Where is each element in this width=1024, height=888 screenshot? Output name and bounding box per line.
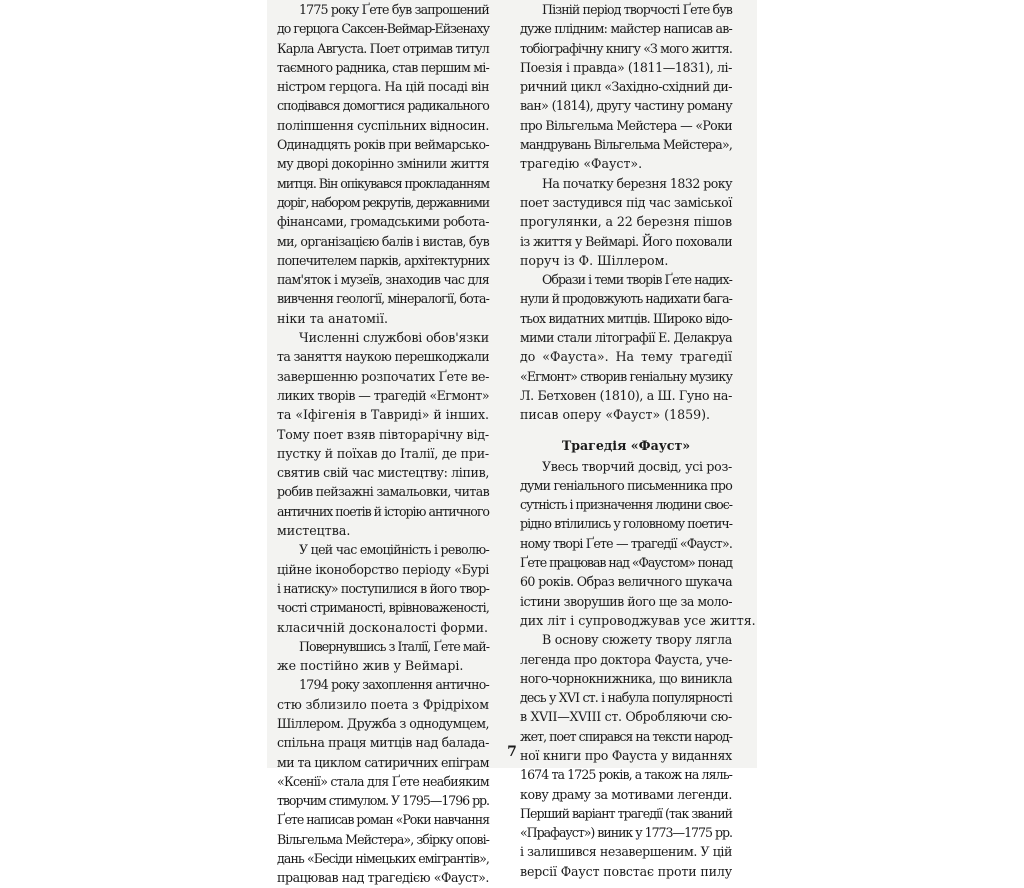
text-line: же постійно жив у Веймарі.: [277, 658, 464, 674]
text-line: поліпшення суспільних відносин.: [277, 117, 489, 133]
text-line: тобіографічну книгу «З мого життя.: [520, 40, 732, 56]
text-line: про Вільгельма Мейстера — «Роки: [520, 117, 732, 133]
text-line: творчим стимулом. У 1795—1796 рр.: [277, 793, 489, 809]
text-line: ликих творів — трагедій «Егмонт»: [277, 387, 489, 403]
text-line: жет, поет спирався на тексти народ-: [520, 728, 732, 744]
text-line: вивчення геології, мінералогії, бота-: [277, 291, 489, 307]
text-line: попечителем парків, архітектурних: [277, 252, 489, 268]
text-line: античних поетів й історію античного: [277, 503, 489, 519]
text-line: ністром герцога. На цій посаді він: [277, 79, 489, 95]
text-line: та «Іфігенія в Тавриді» й інших.: [277, 407, 489, 423]
text-line: чості стриманості, врівноваженості,: [277, 600, 489, 616]
text-line: Перший варіант трагедії (так званий: [520, 805, 732, 821]
text-line: версії Фауст повстає проти пилу: [520, 863, 732, 879]
text-line: до «Фауста». На тему трагедії: [520, 349, 732, 365]
text-line: ван» (1814), другу частину роману: [520, 98, 732, 114]
page-number: 7: [507, 744, 517, 760]
text-line: дань «Бесіди німецьких емігрантів»,: [277, 851, 489, 867]
text-line: Вільгельма Мейстера», збірку опові-: [277, 831, 489, 847]
text-line: ної книги про Фауста у виданнях: [520, 747, 732, 763]
text-line: Ґете працював над «Фаустом» понад: [520, 555, 732, 571]
text-line: із життя у Веймарі. Його поховали: [520, 233, 732, 249]
text-line: Одинадцять років при веймарсько-: [277, 137, 489, 153]
text-line: Численні службові обов'язки: [299, 330, 489, 346]
text-line: пустку й поїхав до Італії, де при-: [277, 445, 489, 461]
text-line: рідно втілились у головному поетич-: [520, 516, 732, 532]
text-line: Поезія і правда» (1811—1831), лі-: [520, 59, 732, 75]
section-heading: Трагедія «Фауст»: [561, 437, 691, 453]
text-line: нули й продовжують надихати бага-: [520, 291, 732, 307]
text-line: ційне іконоборство періоду «Бурі: [277, 561, 489, 577]
text-line: та заняття наукою перешкоджали: [277, 349, 489, 365]
text-line: трагедію «Фауст».: [520, 156, 643, 172]
text-line: Образи і теми творів Ґете надих-: [542, 272, 732, 288]
text-line: Повернувшись з Італії, Ґете май-: [299, 638, 489, 654]
text-line: тьох видатних митців. Широко відо-: [520, 310, 732, 326]
text-line: митця. Він опікувався прокладанням: [277, 175, 489, 191]
text-line: мандрувань Вільгельма Мейстера»,: [520, 137, 732, 153]
text-line: мистецтва.: [277, 523, 351, 539]
text-line: Л. Бетховен (1810), а Ш. Гуно на-: [520, 387, 732, 403]
text-line: му дворі докорінно змінили життя: [277, 156, 489, 172]
text-line: 60 років. Образ величного шукача: [520, 574, 732, 590]
text-line: і залишився незавершеним. У цій: [520, 844, 732, 860]
text-line: пам'яток і музеїв, знаходив час для: [277, 272, 489, 288]
text-line: таємного радника, став першим мі-: [277, 59, 489, 75]
text-line: «Прафауст») виник у 1773—1775 рр.: [520, 825, 732, 841]
text-line: десь у XVI ст. і набула популярності: [520, 690, 732, 706]
text-line: На початку березня 1832 року: [542, 175, 732, 191]
text-line: прогулянки, а 22 березня пішов: [520, 214, 732, 230]
text-line: і натиску» поступилися в його твор-: [277, 580, 489, 596]
text-line: 1794 року захоплення антично-: [299, 677, 489, 693]
text-line: ного-чорнокнижника, що виникла: [520, 670, 732, 686]
text-line: Шіллером. Дружба з однодумцем,: [277, 715, 489, 731]
text-line: дих літ і супроводжував усе життя.: [520, 612, 756, 628]
text-line: У цей час емоційність і револю-: [299, 542, 489, 558]
text-line: спільна праця митців над балада-: [277, 735, 489, 751]
text-line: В основу сюжету твору лягла: [542, 632, 732, 648]
text-line: працював над трагедією «Фауст».: [277, 870, 489, 886]
text-line: «Ксенії» стала для Ґете неабияким: [277, 773, 489, 789]
text-line: Ґете написав роман «Роки навчання: [277, 812, 489, 828]
text-line: робив пейзажні замальовки, читав: [277, 484, 489, 500]
text-line: 1775 року Ґете був запрошений: [299, 2, 489, 17]
text-line: в XVII—XVIII ст. Обробляючи сю-: [520, 709, 732, 725]
text-line: писав оперу «Фауст» (1859).: [520, 407, 711, 423]
text-line: сподівався домогтися радикального: [277, 98, 489, 114]
text-line: стю зблизило поета з Фрідріхом: [277, 696, 489, 712]
text-line: істини зворушив його ще за моло-: [520, 593, 732, 609]
text-line: ми та циклом сатиричних епіграм: [277, 754, 489, 770]
text-line: легенда про доктора Фауста, уче-: [520, 651, 732, 667]
text-line: завершенню розпочатих Ґете ве-: [277, 368, 489, 384]
text-line: доріг, набором рекрутів, державними: [277, 194, 489, 210]
text-line: поет застудився під час заміської: [520, 194, 732, 210]
text-line: поруч із Ф. Шіллером.: [520, 252, 669, 268]
text-line: святив свій час мистецтву: ліпив,: [277, 465, 489, 481]
text-line: сутність і призначення людини своє-: [520, 497, 732, 513]
text-line: «Егмонт» створив геніальну музику: [520, 368, 732, 384]
text-line: класичній досконалості форми.: [277, 619, 489, 635]
text-line: думи геніального письменника про: [520, 477, 732, 493]
text-line: Карла Августа. Поет отримав титул: [277, 40, 489, 56]
text-line: ному творі Ґете — трагедії «Фауст».: [520, 535, 732, 551]
text-line: до герцога Саксен-Веймар-Ейзенаху: [277, 21, 489, 37]
text-line: кову драму за мотивами легенди.: [520, 786, 732, 802]
text-line: фінансами, громадськими робота-: [277, 214, 489, 230]
text-line: ричний цикл «Західно-східний ди-: [520, 79, 732, 95]
text-line: дуже плідним: майстер написав ав-: [520, 21, 732, 37]
text-line: ми, організацією балів і вистав, був: [277, 233, 489, 249]
text-line: 1674 та 1725 років, а також на ляль-: [520, 767, 732, 783]
text-line: Пізній період творчості Ґете був: [542, 2, 732, 17]
text-line: ніки та анатомії.: [277, 310, 388, 326]
text-line: мими стали літографії Е. Делакруа: [520, 330, 732, 346]
book-page: [267, 0, 757, 886]
text-line: Тому поет взяв півторарічну від-: [277, 426, 489, 442]
text-line: Увесь творчий досвід, усі роз-: [542, 458, 732, 474]
